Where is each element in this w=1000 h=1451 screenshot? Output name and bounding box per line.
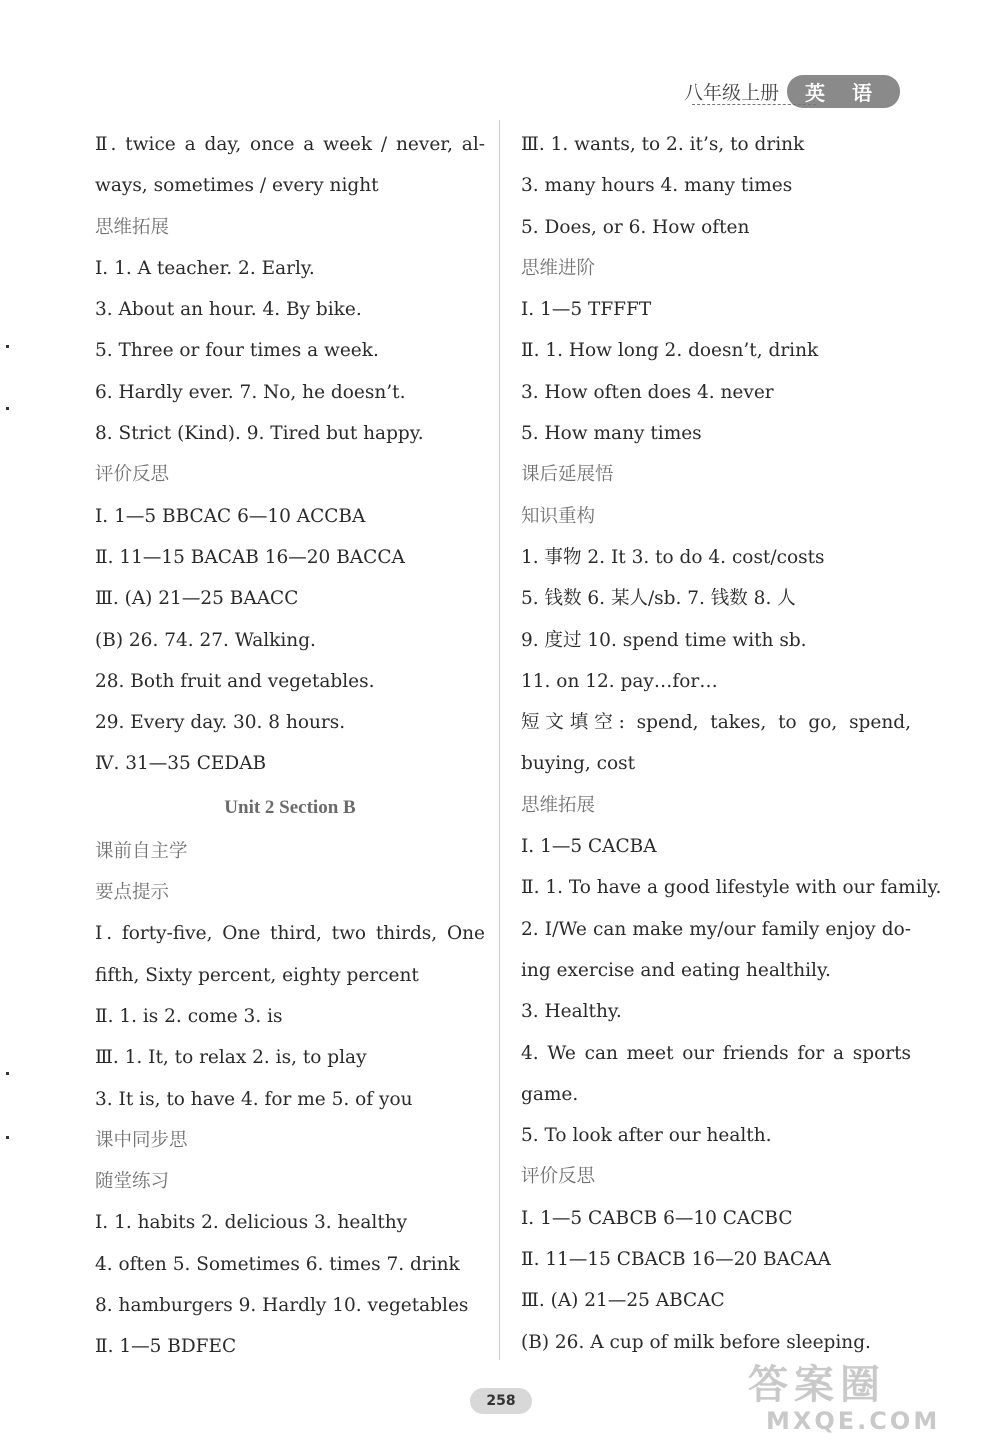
answer-line: Ⅱ. 1—5 BDFEC [95,1336,237,1358]
answer-line: 3. About an hour. 4. By bike. [95,299,362,321]
answer-line: 5. How many times [521,423,702,445]
header-rule [692,104,816,105]
section-heading: 思维拓展 [95,216,170,238]
section-heading: 思维拓展 [521,794,596,816]
watermark-url: MXQE.COM [766,1407,941,1435]
answer-line: Ⅱ. twice a day, once a week / never, al- [95,134,485,155]
answer-line: 1. 事物 2. It 3. to do 4. cost/costs [521,546,825,568]
answer-line: 5. Does, or 6. How often [521,216,750,238]
answer-line: (B) 26. 74. 27. Walking. [95,629,316,651]
answer-line: 9. 度过 10. spend time with sb. [521,629,807,651]
answer-line: Ⅰ. 1—5 BBCAC 6—10 ACCBA [95,505,366,527]
answer-line: 29. Every day. 30. 8 hours. [95,712,346,734]
answer-line: fifth, Sixty percent, eighty percent [95,964,419,986]
watermark-title: 答案圈 [748,1362,886,1408]
left-column [95,124,485,1368]
answer-line: Ⅱ. 11—15 BACAB 16—20 BACCA [95,546,405,568]
answer-line: ways, sometimes / every night [95,175,379,197]
edge-mark [6,407,9,410]
answer-line: 2. I/We can make my/our family enjoy do- [521,918,911,940]
section-heading: 随堂练习 [95,1171,170,1193]
answer-line: Ⅱ. 1. How long 2. doesn’t, drink [521,340,819,362]
answer-line: 11. on 12. pay…for… [521,670,718,692]
answer-line: 5. 钱数 6. 某人/sb. 7. 钱数 8. 人 [521,588,796,610]
answer-line: Ⅱ. 1. is 2. come 3. is [95,1005,283,1027]
subject-badge: 英 语 [787,75,900,108]
answer-line: Ⅰ. 1. A teacher. 2. Early. [95,257,315,279]
answer-line: Ⅳ. 31—35 CEDAB [95,753,267,775]
answer-line: game. [521,1083,579,1105]
unit-title: Unit 2 Section B [224,796,356,818]
answer-line: Ⅲ. (A) 21—25 BAACC [95,588,299,610]
answer-line: 3. many hours 4. many times [521,175,793,197]
section-heading: 思维进阶 [521,257,596,279]
answer-line: 3. It is, to have 4. for me 5. of you [95,1088,413,1110]
section-heading: 课中同步思 [95,1129,188,1151]
section-heading: 评价反思 [95,464,170,486]
answer-line: 8. Strict (Kind). 9. Tired but happy. [95,423,424,445]
section-heading: 课后延展悟 [521,464,614,486]
edge-mark [6,1072,9,1075]
watermark-logo [748,1363,978,1437]
answer-line: Ⅲ. (A) 21—25 ABCAC [521,1290,725,1312]
answer-line: 4. We can meet our friends for a sports [521,1042,911,1064]
answer-line: 28. Both fruit and vegetables. [95,670,375,692]
answer-line: Ⅱ. 11—15 CBACB 16—20 BACAA [521,1249,831,1271]
page-number: 258 [470,1388,532,1414]
answer-line: 5. To look after our health. [521,1125,772,1147]
answer-line: Ⅰ. 1. habits 2. delicious 3. healthy [95,1212,408,1234]
answer-line: 短文填空: spend, takes, to go, spend, [521,712,911,734]
answer-line: Ⅰ. forty-five, One third, two thirds, One [95,923,485,945]
section-heading: 评价反思 [521,1166,596,1188]
answer-line: Ⅲ. 1. wants, to 2. it’s, to drink [521,134,805,155]
section-heading: 课前自主学 [95,840,188,862]
right-column [521,124,942,1363]
answer-line: ing exercise and eating healthily. [521,959,831,981]
answer-line: (B) 26. A cup of milk before sleeping. [521,1331,871,1353]
answer-line: 5. Three or four times a week. [95,340,379,362]
answer-line: 6. Hardly ever. 7. No, he doesn’t. [95,381,406,403]
answer-line: 3. Healthy. [521,1001,622,1023]
grade-label: 八年级上册 [684,81,780,104]
answer-line: Ⅰ. 1—5 CABCB 6—10 CACBC [521,1207,793,1229]
answer-line: Ⅲ. 1. It, to relax 2. is, to play [95,1047,367,1069]
answer-line: Ⅱ. 1. To have a good lifestyle with our family. [521,877,942,899]
answer-line: Ⅰ. 1—5 TFFFT [521,299,652,321]
edge-mark [6,1136,9,1139]
answer-line: Ⅰ. 1—5 CACBA [521,836,657,858]
section-heading: 要点提示 [95,882,170,904]
answer-line: 3. How often does 4. never [521,381,774,403]
answer-line: 8. hamburgers 9. Hardly 10. vegetables [95,1295,469,1317]
page-header [684,74,900,108]
answer-line: 4. often 5. Sometimes 6. times 7. drink [95,1253,460,1275]
section-heading: 知识重构 [521,505,596,527]
column-divider [499,120,500,1360]
edge-mark [6,345,9,348]
answer-line: buying, cost [521,753,636,775]
